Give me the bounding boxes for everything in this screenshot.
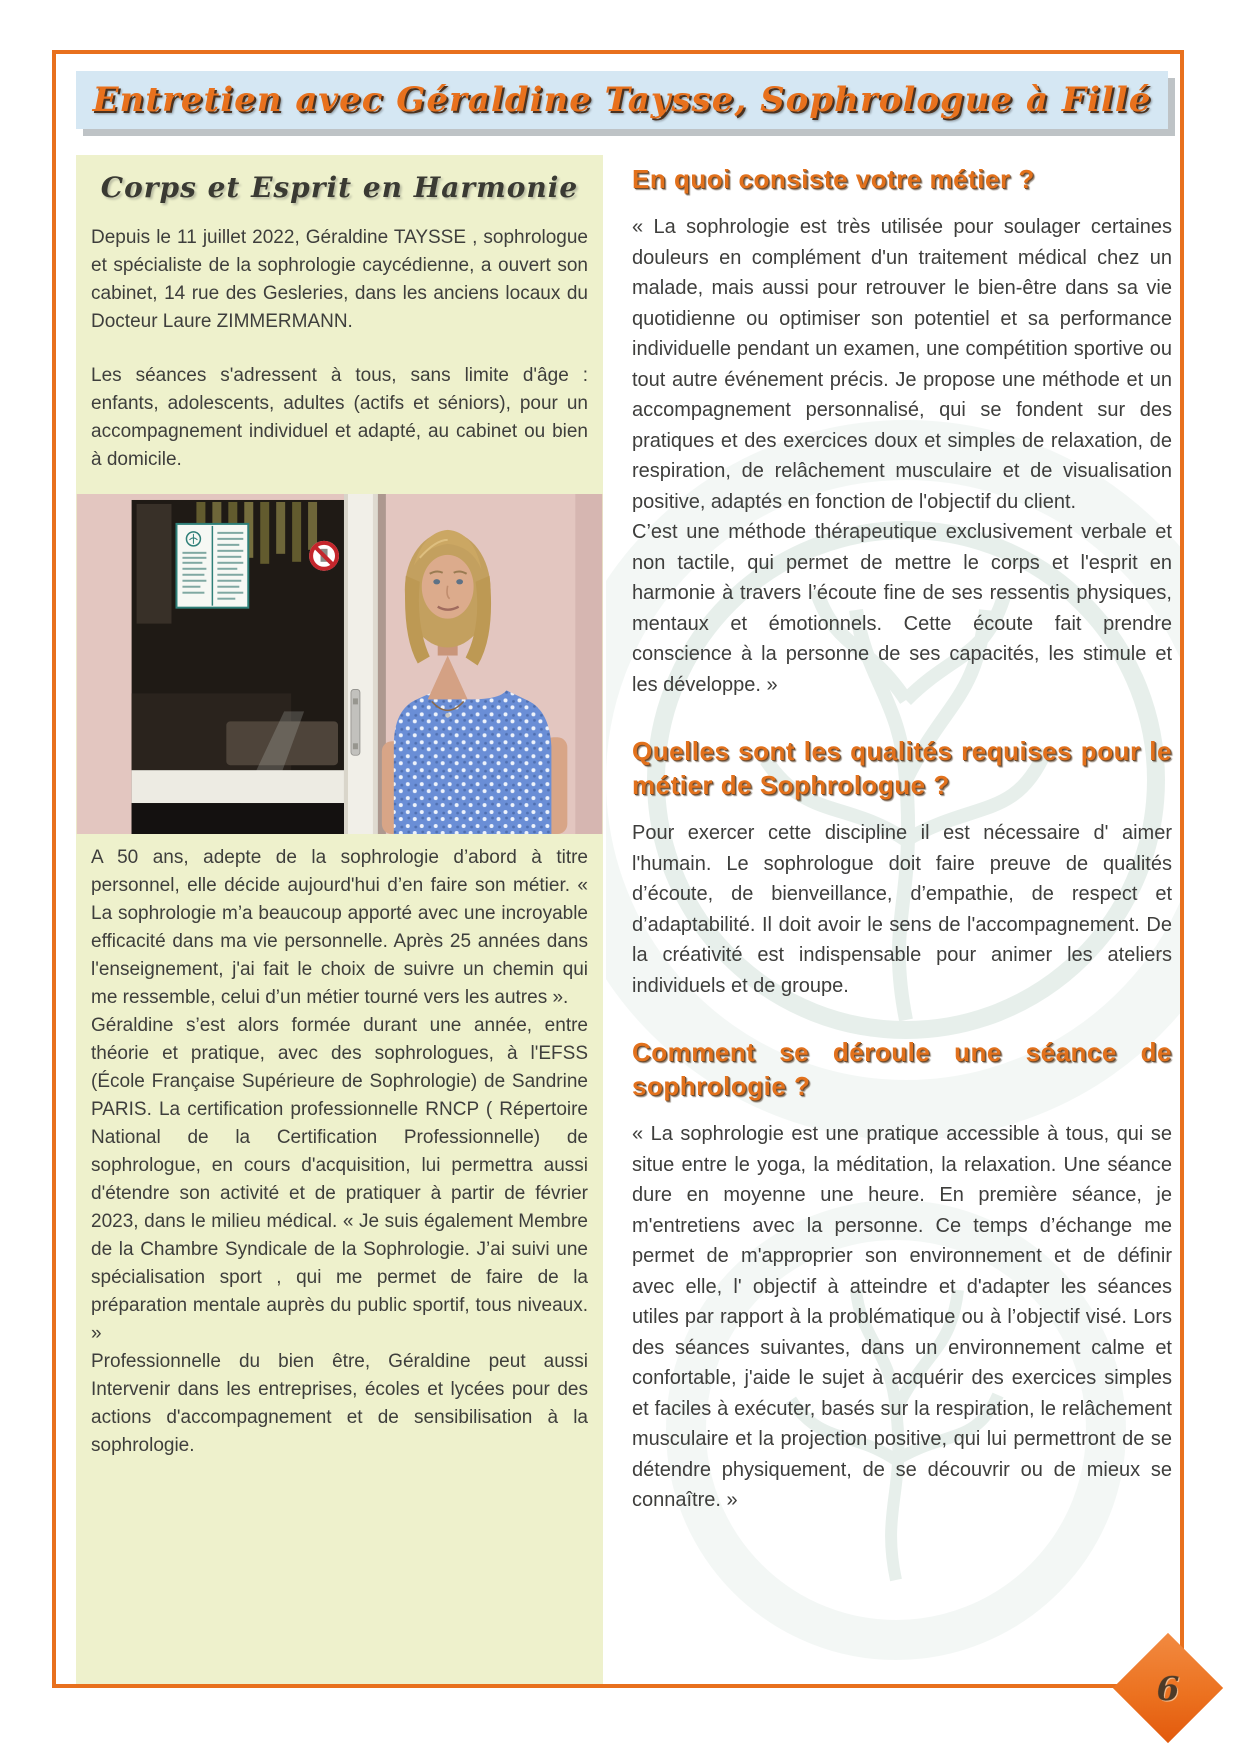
answer-paragraph: « La sophrologie est très utilisée pour soulager certaines douleurs en complément d'un traitement médical chez un malade, mais aussi pour retrouver le bien-être dans sa vie quotidienne ou optimiser son potentiel et sa performance individuelle pendant un examen, une compétition sportive ou tout autre événement précis. Je propose une méthode et un accompagnement personnalisé, qui se fondent sur des pratiques et des exercices doux et simples de relaxation, de respiration, de relâchement musculaire et de visualisation positive, adaptés en fonction de l'objectif du client. [632,216,1172,513]
qa-section [632,162,1172,700]
page-title: Entretien avec Géraldine Taysse, Sophrologue à Fillé [92,80,1152,120]
header-band [76,71,1168,129]
qa-section [632,1035,1172,1516]
door-handle [351,689,360,755]
question-heading: Comment se déroule une séance de sophrologie ? [632,1037,1172,1101]
question-heading: Quelles sont les qualités requises pour le métier de Sophrologue ? [632,736,1172,800]
article-title: Corps et Esprit en Harmonie [100,171,579,204]
door-poster [176,524,248,608]
answer-paragraph: Pour exercer cette discipline il est nécessaire d' aimer l'humain. Le sophrologue doit faire preuve de qualités d’écoute, de bienveillance, d’empathie, de respect et d’adaptabilité. Il doit avoir le sens de l'accompagnement. De la créativité est indispensable pour animer les ateliers individuels et de groupe. [632,822,1172,997]
answer-paragraph: C’est une méthode thérapeutique exclusivement verbale et non tactile, qui permet de mettre le corps et l'esprit en harmonie à travers l’écoute fine de ses ressentis physiques, mentaux et émotionnels. Cette écoute fait prendre conscience à la personne de ses capacités, les stimule et les développe. » [632,521,1172,696]
page-number: 6 [1156,1668,1180,1708]
bio-paragraph: Géraldine s’est alors formée durant une année, entre théorie et pratique, avec des sophrologues, à l'EFSS (École Française Supérieure de Sophrologie) de Sandrine PARIS. La certification professionnelle RNCP ( Répertoire National de la Certification Professionnelle) de sophrologue, en cours d'acquisition, lui permettra aussi d'étendre son activité et de pratiquer à partir de février 2023, dans le milieu médical. « Je suis également Membre de la Chambre Syndicale de la Sophrologie. J’ai suivi une spécialisation sport , qui me permet de faire de la préparation mentale auprès du public sportif, tous niveaux. » [91,1015,588,1344]
interview-column [632,160,1172,1516]
bio-paragraph: A 50 ans, adepte de la sophrologie d’abord à titre personnel, elle décide aujourd'hui d’en faire son métier. « La sophrologie m’a beaucoup apporté avec une incroyable efficacité dans ma vie personnelle. Après 25 années dans l'enseignement, j'ai fait le choix de suivre un chemin qui me ressemble, celui d’un métier tourné vers les autres ». [91,847,588,1008]
door-frame [344,494,378,834]
cabinet-photo [76,494,603,834]
left-column-panel [76,155,603,1688]
prohibition-sign-icon [309,541,339,571]
intro-paragraph: Les séances s'adressent à tous, sans limite d'âge : enfants, adolescents, adultes (actifs et séniors), pour un accompagnement individuel et adapté, au cabinet ou bien à domicile. [91,365,588,470]
bio-paragraph: Professionnelle du bien être, Géraldine peut aussi Intervenir dans les entreprises, écoles et lycées pour des actions d'accompagnement et de sensibilisation à la sophrologie. [91,1351,588,1456]
answer-paragraph: « La sophrologie est une pratique accessible à tous, qui se situe entre le yoga, la méditation, la relaxation. Une séance dure en moyenne une heure. En première séance, je m'entretiens avec la personne. Ce temps d’échange me permet de m'approprier son environnement et de définir avec elle, l' objectif à atteindre et d'adapter les séances utiles par rapport à la problématique ou à l’objectif visé. Lors des séances suivantes, dans un environnement calme et confortable, j'aide le sujet à acquérir des exercices simples et faciles à exécuter, basés sur la respiration, le relâchement musculaire et la projection positive, qui lui permettront de se détendre physiquement, de se découvrir ou de mieux se connaître. » [632,1123,1172,1511]
question-heading: En quoi consiste votre métier ? [632,164,1035,194]
qa-section [632,734,1172,1001]
page-number-badge [1113,1633,1223,1743]
intro-paragraph: Depuis le 11 juillet 2022, Géraldine TAYSSE , sophrologue et spécialiste de la sophrologie caycédienne, a ouvert son cabinet, 14 rue des Gesleries, dans les anciens locaux du Docteur Laure ZIMMERMANN. [91,227,588,332]
